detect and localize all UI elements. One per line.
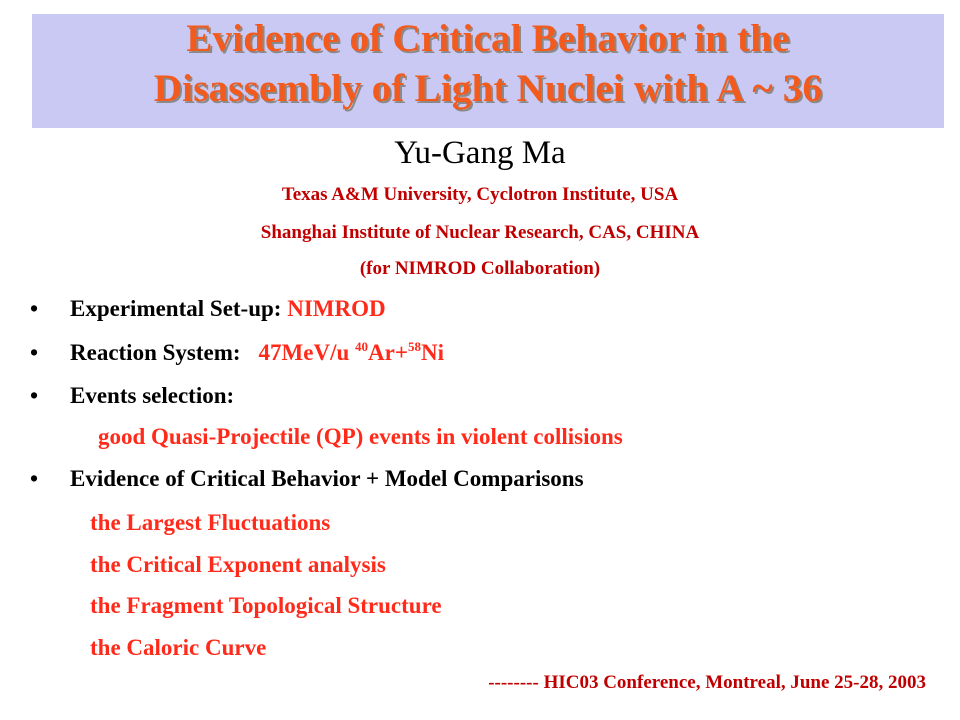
events-label: Events selection: (70, 383, 235, 408)
affiliation-2: Shanghai Institute of Nuclear Research, CAS, CHINA (260, 222, 700, 243)
setup-value: NIMROD (287, 296, 386, 321)
affiliation-1: Texas A&M University, Cyclotron Institute, USA (281, 184, 679, 205)
bullet-setup (30, 296, 386, 322)
reaction-energy: 47MeV/u (258, 340, 356, 365)
evidence-item-4: the Caloric Curve (90, 635, 267, 660)
conference-footer: -------- HIC03 Conference, Montreal, June 25-28, 2003 (488, 672, 926, 693)
evidence-item-1: the Largest Fluctuations (90, 510, 331, 535)
setup-label: Experimental Set-up: (70, 296, 288, 321)
author-name: Yu-Gang Ma (394, 135, 566, 171)
affiliation-3: (for NIMROD Collaboration) (359, 258, 601, 279)
reaction-label: Reaction System: (70, 340, 241, 365)
reaction-mass-1: 40 (355, 339, 369, 354)
reaction-element-1: Ar+ (368, 340, 408, 365)
bullet-dot: • (30, 466, 39, 491)
bullet-reaction (30, 340, 444, 366)
bullet-evidence (30, 466, 584, 492)
events-detail: good Quasi-Projectile (QP) events in violent collisions (98, 424, 623, 449)
reaction-mass-2: 58 (407, 339, 421, 354)
bullet-dot: • (30, 296, 39, 321)
slide-title (32, 14, 944, 114)
reaction-element-2: Ni (420, 340, 444, 365)
evidence-item-2: the Critical Exponent analysis (90, 552, 386, 577)
title-line-1: Evidence of Critical Behavior in the (186, 17, 790, 60)
evidence-item-3: the Fragment Topological Structure (90, 593, 442, 618)
bullet-events (30, 383, 234, 409)
bullet-dot: • (30, 340, 39, 365)
bullet-dot: • (30, 383, 39, 408)
title-line-2: Disassembly of Light Nuclei with A ~ 36 (153, 67, 823, 110)
evidence-label: Evidence of Critical Behavior + Model Comparisons (70, 466, 584, 491)
reaction-value (259, 340, 444, 365)
